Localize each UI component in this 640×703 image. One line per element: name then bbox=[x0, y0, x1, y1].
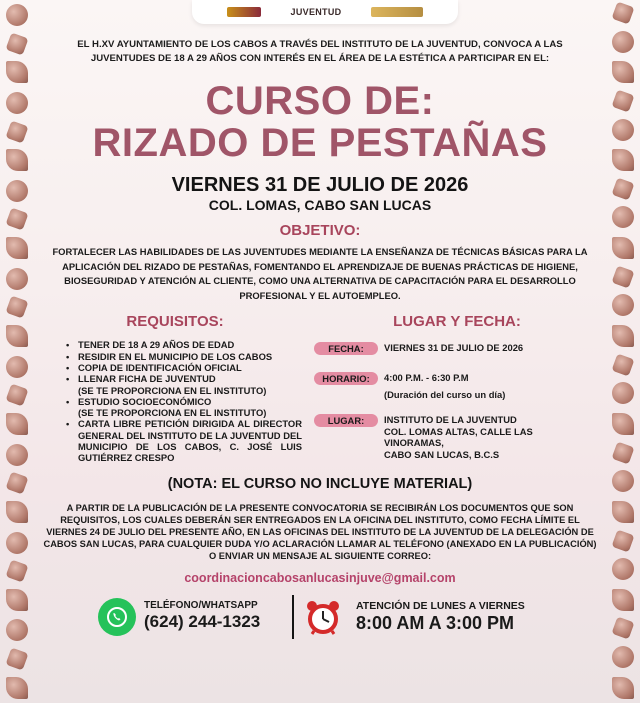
bases-text: A PARTIR DE LA PUBLICACIÓN DE LA PRESENTE CONVOCATORIA SE RECIBIRÁN LOS DOCUMENTOS QUE SON REQUISITOS, LOS CUALES DEBERÁN SER ENTREGADOS EN LA OFICINA DEL INSTITUTO, COMO FECHA LÍMITE EL VIERNES 24 DE JULIO DEL PRESENTE AÑO, EN LAS OFICINAS DEL INSTITUTO DE LA JUVENTUD DE LA DELEGACIÓN DE CABOS SAN LUCAS, PARA CUALQUIER DUDA Y/O ACLARACIÓN LLAMAR AL TELÉFONO (ANEXADO EN LA PUBLICACIÓN) O ENVIAR UN MENSAJE AL SIGUIENTE CORREO: bbox=[43, 502, 597, 562]
border-decoration-icon bbox=[612, 119, 634, 141]
lugar-values bbox=[384, 414, 600, 460]
lugar-tag: LUGAR: bbox=[314, 414, 378, 427]
border-decoration-icon bbox=[6, 180, 28, 202]
border-decoration-icon bbox=[5, 560, 28, 583]
details-columns bbox=[40, 313, 600, 463]
lugar-value-line: CABO SAN LUCAS, B.C.S bbox=[384, 448, 500, 460]
lugar-value-line: COL. LOMAS ALTAS, CALLE LAS bbox=[384, 425, 533, 437]
fecha-value: VIERNES 31 DE JULIO DE 2026 bbox=[384, 342, 524, 354]
list-item: • ESTUDIO SOCIOECONÓMICO bbox=[66, 396, 310, 407]
border-decoration-icon bbox=[611, 89, 634, 112]
phone-block bbox=[144, 600, 284, 633]
border-decoration-icon bbox=[6, 677, 28, 699]
right-decorative-border bbox=[606, 0, 640, 703]
hours-value: 8:00 AM A 3:00 PM bbox=[356, 612, 515, 633]
course-title bbox=[40, 80, 600, 164]
nota-text: (NOTA: EL CURSO NO INCLUYE MATERIAL) bbox=[167, 475, 473, 492]
flyer-content bbox=[40, 38, 600, 639]
border-decoration-icon bbox=[612, 382, 634, 404]
list-item-note: (SE TE PROPORCIONA EN EL INSTITUTO) bbox=[78, 407, 267, 419]
phone-number[interactable]: (624) 244-1323 bbox=[144, 612, 261, 632]
border-decoration-icon bbox=[5, 120, 28, 143]
ayuntamiento-logo bbox=[227, 7, 261, 17]
border-decoration-icon bbox=[5, 296, 28, 319]
horario-note: (Duración del curso un día) bbox=[384, 388, 506, 400]
border-decoration-icon bbox=[6, 92, 28, 114]
border-decoration-icon bbox=[612, 470, 634, 492]
border-decoration-icon bbox=[6, 149, 28, 171]
hours-block bbox=[356, 600, 525, 634]
border-decoration-icon bbox=[5, 32, 28, 55]
border-decoration-icon bbox=[5, 208, 28, 231]
border-decoration-icon bbox=[612, 413, 634, 435]
title-line-1: CURSO DE: bbox=[205, 79, 435, 123]
border-decoration-icon bbox=[612, 646, 634, 668]
list-item: • RESIDIR EN EL MUNICIPIO DE LOS CABOS bbox=[66, 351, 310, 362]
event-date: VIERNES 31 DE JULIO DE 2026 bbox=[171, 174, 469, 196]
list-item: • TENER DE 18 A 29 AÑOS DE EDAD bbox=[66, 339, 310, 350]
title-line-2: RIZADO DE PESTAÑAS bbox=[92, 121, 548, 165]
event-location: COL. LOMAS, CABO SAN LUCAS bbox=[208, 197, 432, 213]
whatsapp-icon bbox=[98, 598, 136, 636]
fecha-row bbox=[314, 342, 600, 355]
left-decorative-border bbox=[0, 0, 34, 703]
requisitos-list bbox=[40, 339, 310, 463]
lugar-fecha-section bbox=[310, 313, 600, 463]
border-decoration-icon bbox=[611, 441, 634, 464]
border-decoration-icon bbox=[6, 325, 28, 347]
border-decoration-icon bbox=[612, 237, 634, 259]
alarm-clock-icon bbox=[304, 598, 342, 636]
objetivo-text: FORTALECER LAS HABILIDADES DE LAS JUVENTUDES MEDIANTE LA ENSEÑANZA DE TÉCNICAS BÁSICAS PARA LA APLICACIÓN DEL RIZADO DE PESTAÑAS, FOMENTANDO EL APRENDIZAJE DE BUENAS PRÁCTICAS DE HIGIENE, BIOSEGURIDAD Y ATENCIÓN AL CLIENTE, COMO UNA ALTERNATIVA DE CAPACITACIÓN PARA EL DESARROLLO PROFESIONAL Y EL AUTOEMPLEO. bbox=[52, 246, 588, 301]
border-decoration-icon bbox=[5, 648, 28, 671]
border-decoration-icon bbox=[611, 617, 634, 640]
border-decoration-icon bbox=[6, 356, 28, 378]
border-decoration-icon bbox=[6, 501, 28, 523]
border-decoration-icon bbox=[612, 149, 634, 171]
border-decoration-icon bbox=[611, 353, 634, 376]
horario-row bbox=[314, 372, 600, 400]
lugar-value-line: INSTITUTO DE LA JUVENTUD bbox=[384, 414, 517, 426]
contact-email-link[interactable]: coordinacioncabosanlucasinjuve@gmail.com bbox=[184, 570, 456, 585]
requisitos-heading: REQUISITOS: bbox=[126, 313, 224, 331]
intro-text: EL H.XV AYUNTAMIENTO DE LOS CABOS A TRAVÉS DEL INSTITUTO DE LA JUVENTUD, CONVOCA A LAS JUVENTUDES DE 18 A 29 AÑOS CON INTERÉS EN EL ÁREA DE LA ESTÉTICA A PARTICIPAR EN EL: bbox=[77, 39, 563, 64]
lugar-fecha-heading: LUGAR Y FECHA: bbox=[393, 313, 521, 331]
border-decoration-icon bbox=[6, 268, 28, 290]
phone-label: TELÉFONO/WHATSAPP bbox=[144, 600, 258, 612]
horario-values bbox=[384, 372, 600, 400]
border-decoration-icon bbox=[6, 619, 28, 641]
list-item: • LLENAR FICHA DE JUVENTUD bbox=[66, 373, 310, 384]
list-item-note: (SE TE PROPORCIONA EN EL INSTITUTO) bbox=[78, 384, 267, 396]
requisitos-section bbox=[40, 313, 310, 463]
fecha-tag: FECHA: bbox=[314, 342, 378, 355]
list-item: • CARTA LIBRE PETICIÓN DIRIGIDA AL DIRECTOR GENERAL DEL INSTITUTO DE LA JUVENTUD DEL MUNICIPIO DE LOS CABOS, C. JOSÉ LUIS GUTIÉRREZ CRESPO bbox=[66, 418, 310, 463]
border-decoration-icon bbox=[6, 4, 28, 26]
border-decoration-icon bbox=[612, 325, 634, 347]
lugar-value-line: VINORAMAS, bbox=[384, 437, 444, 449]
contact-footer bbox=[40, 595, 600, 639]
objetivo-heading: OBJETIVO: bbox=[279, 222, 361, 239]
border-decoration-icon bbox=[6, 589, 28, 611]
border-decoration-icon bbox=[612, 294, 634, 316]
border-decoration-icon bbox=[5, 472, 28, 495]
lugar-row bbox=[314, 414, 600, 460]
border-decoration-icon bbox=[612, 677, 634, 699]
border-decoration-icon bbox=[612, 589, 634, 611]
horario-tag: HORARIO: bbox=[314, 372, 378, 385]
border-decoration-icon bbox=[611, 265, 634, 288]
border-decoration-icon bbox=[612, 206, 634, 228]
border-decoration-icon bbox=[612, 558, 634, 580]
list-item: • COPIA DE IDENTIFICACIÓN OFICIAL bbox=[66, 362, 310, 373]
hours-label: ATENCIÓN DE LUNES A VIERNES bbox=[356, 599, 525, 612]
border-decoration-icon bbox=[611, 529, 634, 552]
border-decoration-icon bbox=[5, 384, 28, 407]
footer-divider bbox=[292, 595, 294, 639]
border-decoration-icon bbox=[612, 31, 634, 53]
logo-bar bbox=[192, 0, 458, 24]
border-decoration-icon bbox=[6, 444, 28, 466]
border-decoration-icon bbox=[611, 1, 634, 24]
horario-value: 4:00 P.M. - 6:30 P.M bbox=[384, 372, 469, 384]
avanzamos-logo bbox=[371, 7, 423, 17]
border-decoration-icon bbox=[6, 61, 28, 83]
juventud-logo: JUVENTUD bbox=[290, 7, 342, 17]
border-decoration-icon bbox=[6, 237, 28, 259]
border-decoration-icon bbox=[612, 61, 634, 83]
border-decoration-icon bbox=[612, 501, 634, 523]
border-decoration-icon bbox=[611, 177, 634, 200]
border-decoration-icon bbox=[6, 532, 28, 554]
border-decoration-icon bbox=[6, 413, 28, 435]
